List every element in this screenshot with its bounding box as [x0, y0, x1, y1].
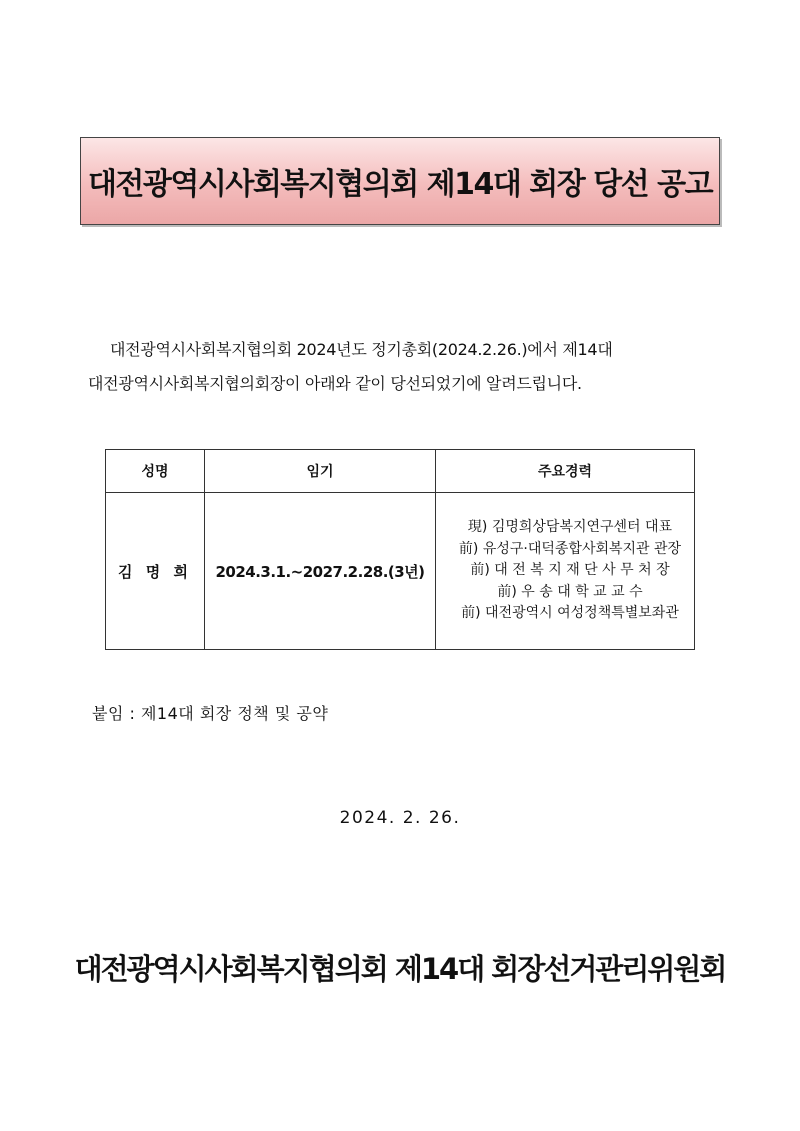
election-result-table	[105, 449, 695, 650]
intro-line-2: 대전광역시사회복지협의회장이 아래와 같이 당선되었기에 알려드립니다.	[88, 374, 582, 393]
cell-term: 2024.3.1.~2027.2.28.(3년)	[205, 493, 436, 650]
notice-title: 대전광역시사회복지협의회 제14대 회장 당선 공고	[87, 167, 713, 202]
career-item: 前) 유성구·대덕종합사회복지관 관장	[458, 540, 682, 557]
career-item: 前) 대전광역시 여성정책특별보좌관	[461, 605, 679, 622]
header-name: 성명	[106, 450, 205, 493]
header-career: 주요경력	[436, 450, 695, 493]
cell-career	[436, 493, 695, 650]
intro-paragraph	[88, 333, 716, 401]
cell-name: 김 명 희	[106, 493, 205, 650]
career-item: 前) 대 전 복 지 재 단 사 무 처 장	[470, 562, 670, 579]
career-item: 現) 김명희상담복지연구센터 대표	[467, 519, 673, 536]
title-box	[80, 137, 720, 225]
header-term: 임기	[205, 450, 436, 493]
table-header-row	[106, 450, 695, 493]
intro-line-1: 대전광역시사회복지협의회 2024년도 정기총회(2024.2.26.)에서 제14대	[110, 340, 613, 359]
table-row	[106, 493, 695, 650]
career-item: 前) 우 송 대 학 교 교 수	[497, 583, 643, 600]
issuer-name: 대전광역시사회복지협의회 제14대 회장선거관리위원회	[74, 952, 726, 986]
notice-date: 2024. 2. 26.	[339, 808, 461, 828]
attachment-note: 붙임 : 제14대 회장 정책 및 공약	[92, 704, 329, 723]
